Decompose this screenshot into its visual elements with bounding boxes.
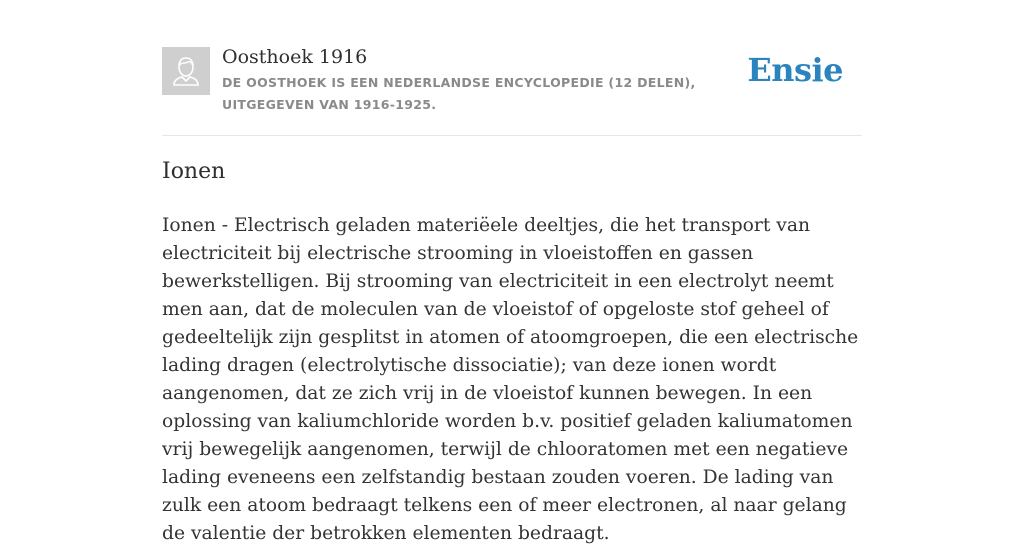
entry-body: Ionen - Electrisch geladen materiëele deeltjes, die het transport van electriciteit bij electrische strooming in vloeistoffen en gassen bewerkstelligen. Bij strooming van electriciteit in een electrolyt neemt men aan, dat de moleculen van de vloeistof of opgeloste stof geheel of gedeeltelijk zijn gesplitst in atomen of atoomgroepen, die een electrische lading dragen (electrolytische dissociatie); van deze ionen wordt aangenomen, dat ze zich vrij in de vloeistof kunnen bewegen. In een oplossing van kaliumchloride worden b.v. positief geladen kaliumatomen vrij bewegelijk aangenomen, terwijl de chlooratomen met een negatieve lading eveneens een zelfstandig bestaan zouden voeren. De lading van zulk een atoom bedraagt telkens een of meer electronen, al naar gelang de valentie der betrokken elementen bedraagt. (162, 215, 859, 544)
source-title[interactable]: Oosthoek 1916 (222, 46, 368, 68)
user-avatar-icon[interactable] (162, 47, 210, 95)
avatar-silhouette (162, 47, 210, 95)
header-divider (162, 135, 862, 136)
ensie-logo[interactable]: Ensie (747, 51, 843, 89)
source-description: DE OOSTHOEK IS EEN NEDERLANDSE ENCYCLOPEDIE (12 DELEN), UITGEGEVEN VAN 1916-1925. (222, 75, 696, 112)
source-header (162, 46, 862, 136)
entry-title: Ionen (162, 159, 226, 184)
